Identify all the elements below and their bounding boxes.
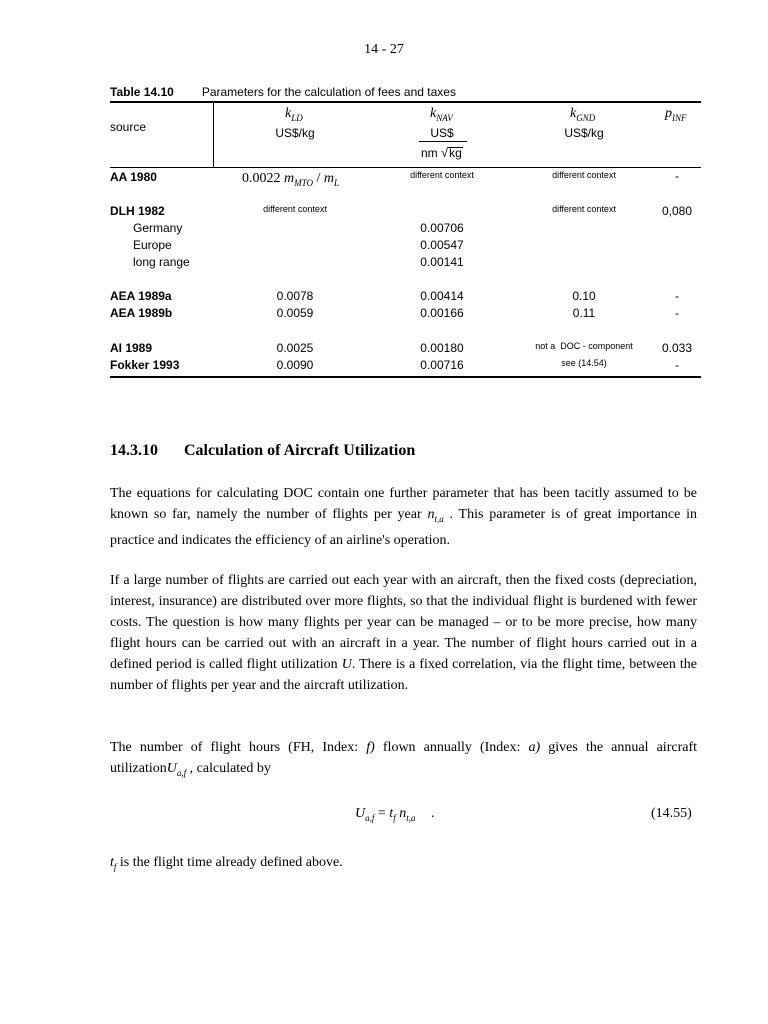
row-longrange-knav: 0.00141 (420, 255, 464, 269)
row-source-aea1989a: AEA 1989a (110, 289, 172, 303)
row-source-germany: Germany (133, 221, 183, 235)
row-germany-knav: 0.00706 (420, 221, 464, 235)
row-ai1989-knav: 0.00180 (420, 341, 464, 355)
table-label: Table 14.10 (110, 85, 174, 99)
row-aa1980-knav: different context (410, 170, 474, 180)
row-source-europe: Europe (133, 238, 172, 252)
table-header-rule (110, 167, 701, 168)
equation-14-55: $U_{a,f} = t_f$ $n_{t,a}$ . (355, 806, 435, 823)
table-caption-text: Parameters for the calculation of fees and taxes (201, 85, 456, 99)
equation-number: (14.55) (651, 806, 692, 821)
table-caption (110, 85, 456, 99)
table-top-rule (110, 101, 701, 103)
row-aea1989b-kgnd: 0.11 (572, 306, 596, 320)
row-aa1980-kld-formula: 0.0022 $m_{MTO} / m_L$ (242, 171, 339, 188)
paragraph-2: If a large number of flights are carried out each year with an aircraft, then the fixed costs (depreciation, interest, insurance) are distributed over more flights, so that the individual flight is burdened with fewer costs. The question is how many flights per year can be managed – or to be more precise, how many flight hours can be carried out with an aircraft in a year. The number of flight hours carried out in a defined period is called flight utilization U. There is a fixed correlation, via the flight time, between the number of flights per year and the aircraft utilization. (110, 573, 697, 693)
row-dlh1982-kld: different context (263, 204, 327, 214)
row-aea1989a-kld: 0.0078 (276, 289, 314, 303)
row-ai1989-kld: 0.0025 (276, 341, 314, 355)
header-k-gnd: $k_{GND}$ (570, 106, 596, 123)
header-k-nav-fraction-bar (419, 141, 467, 142)
row-source-ai1989: AI 1989 (110, 341, 153, 355)
header-p-inf: $p_{INF}$ (665, 106, 687, 123)
row-aea1989b-kld: 0.0059 (276, 306, 314, 320)
header-k-nav: $k_{NAV}$ (430, 106, 453, 123)
row-source-dlh1982: DLH 1982 (110, 204, 165, 218)
row-europe-knav: 0.00547 (420, 238, 464, 252)
row-ai1989-pinf: 0.033 (661, 341, 693, 355)
header-k-ld: $k_{LD}$ (285, 106, 303, 123)
row-source-longrange: long range (133, 255, 190, 269)
row-aea1989a-pinf: - (675, 289, 679, 303)
row-aea1989a-kgnd: 0.10 (572, 289, 596, 303)
page-number: 14 - 27 (364, 42, 404, 57)
row-fokker1993-kgnd: see (14.54) (561, 358, 607, 368)
row-dlh1982-pinf: 0,080 (661, 204, 693, 218)
section-heading (110, 442, 415, 460)
section-number: 14.3.10 (110, 442, 158, 459)
section-title: Calculation of Aircraft Utilization (184, 442, 416, 459)
row-source-fokker1993: Fokker 1993 (110, 358, 180, 372)
paragraph-4: $t_f$ is the flight time already defined above. (110, 855, 343, 872)
row-aa1980-pinf: - (675, 169, 679, 183)
paragraph-1: The equations for calculating DOC contain one further parameter that has been tacitly assumed to be known so far, namely the number of flights per year $n_{t,a}$ . This parameter is of great importance in practice and indicates the efficiency of an airline's operation. (110, 486, 697, 548)
row-aa1980-kgnd: different context (552, 170, 616, 180)
row-fokker1993-kld: 0.0090 (276, 358, 314, 372)
row-source-aea1989b: AEA 1989b (110, 306, 173, 320)
paragraph-3: The number of flight hours (FH, Index: f) flown annually (Index: a) gives the annual aircraft utilizationU$_{a,f}$ , calculated by (110, 740, 697, 778)
row-fokker1993-pinf: - (675, 358, 679, 372)
row-fokker1993-knav: 0.00716 (420, 358, 464, 372)
header-k-nav-unit-top: US$ (430, 126, 454, 140)
header-k-gnd-unit: US$/kg (564, 126, 604, 140)
table-bottom-rule (110, 376, 701, 378)
row-aea1989b-pinf: - (675, 306, 679, 320)
header-k-ld-unit: US$/kg (275, 126, 315, 140)
row-ai1989-kgnd: not a DOC - component (535, 341, 633, 351)
header-source: source (110, 120, 147, 134)
row-aea1989a-knav: 0.00414 (420, 289, 464, 303)
row-source-aa1980: AA 1980 (110, 170, 157, 184)
row-aea1989b-knav: 0.00166 (420, 306, 464, 320)
row-dlh1982-kgnd: different context (552, 204, 616, 214)
header-k-nav-unit-bottom: nm √kg (421, 145, 462, 160)
